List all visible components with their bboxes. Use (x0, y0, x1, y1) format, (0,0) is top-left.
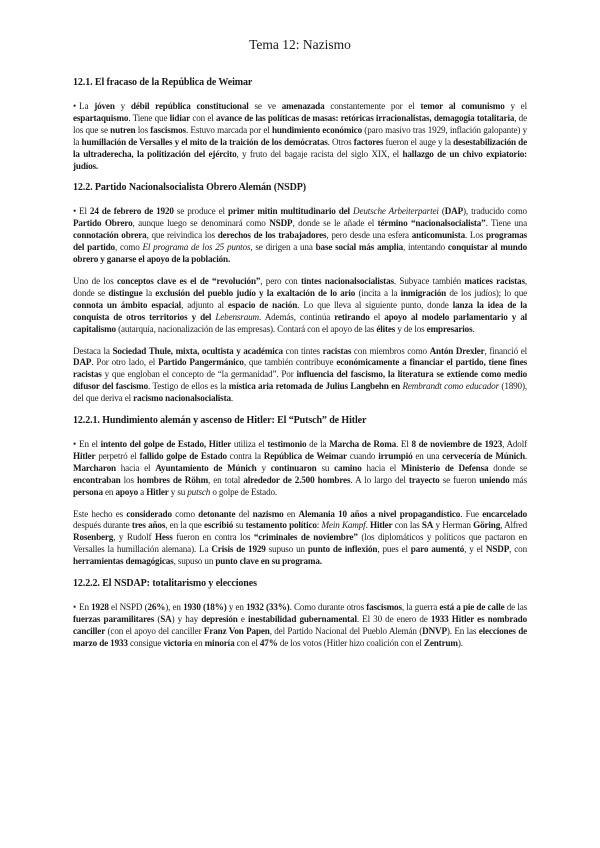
bold-text: encarcelado (482, 508, 527, 519)
text-run: Destaca la (73, 345, 113, 356)
section-heading: 12.2.2. El NSDAP: totalitarismo y elecciones (73, 578, 257, 590)
text-run: del (235, 508, 253, 519)
bold-text: connotación obrera (73, 230, 147, 241)
bold-text: factores (353, 136, 384, 147)
text-run: los (120, 474, 137, 485)
text-run: , pues el (377, 544, 411, 555)
bullet-icon: • (73, 439, 77, 450)
text-run: . Otros (327, 136, 354, 147)
text-run: . Fue (460, 508, 483, 519)
text-run: se produce el (173, 206, 228, 217)
text-run: Uno de los (73, 275, 117, 286)
bullet-icon: • (73, 206, 77, 217)
bold-text: minoría (204, 637, 235, 648)
section-heading: 12.2.1. Hundimiento alemán y ascenso de Hitler: El “Putsch” de Hitler (73, 415, 367, 427)
text-run: (con el apoyo del canciller (105, 625, 204, 636)
text-run: se fueron (439, 474, 480, 485)
bold-text: espacio de nación (227, 299, 298, 310)
bold-text: Hitler (370, 520, 393, 531)
text-run: La (79, 101, 95, 111)
text-run: con tintes (282, 345, 323, 356)
bold-text: empresarios (426, 323, 473, 334)
bold-text: punto clave en su programa. (215, 556, 322, 567)
text-run: consigue (127, 637, 164, 648)
bold-text: anticomunista (411, 230, 466, 241)
text-run: con las (392, 520, 422, 531)
bold-text: económicamente a financiar el partido, tiene fines racistas (73, 357, 528, 380)
text-run: . (365, 520, 371, 531)
text-run: , financió el (484, 345, 527, 356)
bold-text: 26% (147, 602, 166, 613)
bold-text: Hess (154, 532, 173, 543)
text-run: y (114, 101, 131, 111)
bold-text: depresión (201, 614, 238, 624)
text-run: ( (438, 206, 445, 217)
text-run: , donde se le añade el (292, 218, 378, 229)
bold-text: Hitler (146, 486, 169, 497)
text-run: el NSPD ( (108, 602, 148, 613)
bold-text: NSDP (269, 218, 293, 229)
text-run: hacia el (361, 462, 401, 473)
bold-text: República de Weimar (263, 450, 347, 461)
text-run: con miembros como (351, 345, 430, 356)
bold-text: base social más amplia (315, 242, 403, 253)
italic-text: Lebensraum (215, 311, 259, 322)
text-run: , pero con (260, 275, 301, 286)
bold-text: apoyo (115, 486, 139, 497)
text-run: . Los (465, 230, 486, 241)
bold-text: hombres de Röhm (136, 474, 209, 485)
paragraph (73, 509, 527, 569)
bold-text: conquistar al mundo obrero y ganarse el apoyo de la población. (73, 242, 527, 265)
text-run: En (79, 602, 92, 613)
bold-text: DAP (444, 206, 464, 217)
bold-text: testamento político (245, 520, 317, 531)
bold-text: cervecería de Múnich (442, 450, 525, 461)
bold-text: humillación de Versalles y el mito de la traición de los demócratas (81, 136, 328, 147)
bold-text: victoria (163, 637, 193, 648)
bullet-icon: • (73, 101, 77, 111)
bold-text: exclusión del pueblo judío y la exaltación de lo ario (155, 287, 356, 298)
text-run: , como (114, 242, 143, 253)
bold-text: considerado (126, 508, 172, 519)
text-run: . El (396, 439, 412, 450)
italic-text: Deutsche Arbeiterpartei (349, 206, 439, 217)
bold-text: encontraban (73, 474, 121, 485)
bold-text: conceptos clave es el de “revolución” (116, 275, 261, 286)
text-run: , y fruto del bagaje racista del siglo XIX, el (236, 148, 403, 159)
paragraph (73, 346, 527, 406)
bold-text: DNVP (422, 625, 447, 636)
bold-text: Alemania 10 años a nivel propagandístico (298, 508, 461, 519)
bold-text: 1932 (33%) (246, 602, 290, 613)
text-run: la (142, 287, 156, 298)
bold-text: Zentrum (423, 637, 458, 648)
bold-text: continuaron (270, 462, 317, 473)
bullet-icon: • (73, 602, 77, 613)
bold-text: inestabilidad gubernamental (248, 614, 357, 624)
document-title: Tema 12: Nazismo (249, 37, 351, 52)
italic-text: Rembrandt como educador (400, 381, 499, 392)
section-heading: 12.2. Partido Nacionalsocialista Obrero Alemán (NSDP) (73, 182, 306, 194)
text-run: después durante (73, 520, 132, 531)
text-run: (los diplomáticos y políticos que pactaron en Versalles la humillación alemana). La (73, 532, 527, 555)
bold-text: Marcha de Roma (329, 439, 397, 450)
bold-text: mística aria retomada de Julius Langbehn en (228, 381, 400, 392)
bold-text: avance de las políticas de masas: retóricas irracionalistas, demagogia totalitaria (215, 112, 515, 123)
bold-text: 8 de noviembre de 1923 (411, 439, 503, 450)
bold-text: 24 de febrero de 1920 (89, 206, 174, 217)
bold-text: Hitler (73, 450, 96, 461)
text-run: . El 30 de enero de (356, 614, 431, 624)
text-run: (1890), del que deriva el (73, 381, 527, 404)
text-run: , pero desde una esfera (326, 230, 412, 241)
text-run: . A lo largo del (350, 474, 409, 485)
text-run: y su (168, 486, 188, 497)
bold-text: herramientas demagógicas (73, 556, 174, 567)
bold-text: punto de inflexión (307, 544, 378, 555)
text-run: en una (412, 450, 443, 461)
bold-text: Göring (473, 520, 501, 531)
text-run: en (102, 486, 116, 497)
text-run: más (509, 474, 527, 485)
bold-text: distingue (108, 287, 143, 298)
text-run: ( (154, 614, 161, 624)
bold-text: Franz Von Papen (203, 625, 270, 636)
text-run: , que también contribuye (243, 357, 337, 368)
text-run: . Testigo de ellos es la (148, 381, 229, 392)
text-run: los (135, 124, 151, 135)
bold-text: Ministerio de Defensa (400, 462, 489, 473)
text-run: . Lo que lleva al siguiente punto, donde (297, 299, 453, 310)
bold-text: derechos de los trabajadores (217, 230, 327, 241)
bold-text: matices racistas (464, 275, 525, 286)
text-run: supuso un (265, 544, 308, 555)
bold-text: racismo nacionalsocialista (133, 393, 231, 404)
text-run: e (237, 614, 249, 624)
bold-text: SA (421, 520, 434, 531)
bold-text: Crisis de 1929 (211, 544, 266, 555)
text-run: o golpe de Estado. (210, 486, 278, 497)
text-run: . Tiene una (485, 218, 527, 229)
bold-text: 1930 (18%) (183, 602, 227, 613)
bold-text: alrededor de 2.500 hombres (243, 474, 351, 485)
bold-text: Sociedad Thule, mixta, ocultista y académica (112, 345, 283, 356)
text-run: ), traducido como (463, 206, 527, 217)
text-run: ). En las (446, 625, 479, 636)
bold-text: apoyo al modelo parlamentario y al capitalismo (73, 311, 527, 334)
bold-text: elecciones de marzo de 1933 (73, 625, 528, 648)
text-run: , con (509, 544, 527, 555)
bold-text: nutren (110, 124, 136, 135)
text-run: Este hecho es (73, 508, 127, 519)
text-run: , del Partido Nacional del Pueblo Alemán ( (269, 625, 423, 636)
text-run: y de los (395, 323, 427, 334)
text-run: donde se (488, 462, 527, 473)
bold-text: desestabilización de la ultraderecha, la politización del ejército (73, 136, 527, 159)
bold-text: fascismos (366, 602, 402, 613)
text-run: cuando (346, 450, 379, 461)
text-run: . (230, 393, 234, 404)
bold-text: término “nacionalsocialista” (377, 218, 486, 229)
bold-text: hallazgo de un chivo expiatorio: judíos. (73, 148, 528, 171)
text-run: , Alfred (500, 520, 527, 531)
text-run: (incita a la (355, 287, 401, 298)
text-run: su (233, 520, 246, 531)
italic-text: putsch (187, 486, 211, 497)
bold-text: primer mitin multitudinario del (228, 206, 350, 217)
text-run: . Además, continúa (258, 311, 335, 322)
text-run: , y Rudolf (113, 532, 155, 543)
paragraph (73, 276, 527, 336)
text-run: , de los que se (73, 112, 527, 135)
bold-text: fascismos (150, 124, 186, 135)
italic-text: El programa de los 25 puntos (142, 242, 251, 253)
bold-text: Antón Drexler (429, 345, 485, 356)
text-run: (paro masivo tras 1929, inflación galopante) y la (73, 124, 527, 147)
text-run: y Herman (433, 520, 474, 531)
text-run: , supuso un (173, 556, 216, 567)
paragraph (73, 206, 527, 266)
bold-text: nazismo (252, 508, 284, 519)
text-run: . Subyace también (393, 275, 465, 286)
bold-text: débil república constitucional (130, 101, 249, 111)
bold-text: influencia del fascismo, la literatura se extiende como medio difusor del fascismo (73, 369, 528, 392)
bold-text: persona (73, 486, 103, 497)
text-run: . Como durante otros (289, 602, 367, 613)
bold-text: tintes nacionalsocialistas (300, 275, 394, 286)
bold-text: Ayuntamiento de Múnich (155, 462, 257, 473)
paragraph (73, 439, 527, 499)
text-run: , la guerra (401, 602, 440, 613)
text-run: . Estuvo marcada por el (185, 124, 272, 135)
bold-text: 47% (259, 637, 278, 648)
text-run: (autarquía, nacionalización de las empresas). Contará con el apoyo de las (115, 323, 377, 334)
text-run: de los votos (Hitler hizo coalición con el (277, 637, 424, 648)
bold-text: amenazada (281, 101, 325, 111)
text-run: constantemente por el (324, 101, 421, 111)
bold-text: élites (376, 323, 396, 334)
bold-text: trayecto (408, 474, 440, 485)
text-run: fueron en contra los (172, 532, 254, 543)
bold-text: hundimiento económico (271, 124, 362, 135)
text-run: , donde se (73, 275, 528, 298)
text-run: en (283, 508, 299, 519)
text-run: a (138, 486, 147, 497)
section-heading: 12.1. El fracaso de la República de Weimar (73, 77, 253, 88)
text-run: su (316, 462, 335, 473)
text-run: se ve (248, 101, 282, 111)
bold-text: escribió (203, 520, 234, 531)
bold-text: lidiar (169, 112, 191, 123)
bold-text: lanza la idea de la conquista de otros territorios y del (73, 299, 527, 322)
paragraph (73, 101, 527, 172)
text-run: , adjunto al (181, 299, 228, 310)
bold-text: programas del partido (73, 230, 528, 253)
text-run: de los judíos); lo que (446, 287, 528, 298)
text-run: El (79, 206, 90, 217)
text-run: ). (457, 637, 463, 648)
bold-text: jóven (94, 101, 115, 111)
text-run: el (369, 311, 385, 322)
bold-text: intento del golpe de Estado, Hitler (100, 439, 232, 450)
text-run: , que reivindica los (146, 230, 218, 241)
text-run: , Adolf (502, 439, 527, 450)
bold-text: DAP (73, 357, 92, 368)
text-run: , aunque luego se denominará como (132, 218, 270, 229)
bold-text: Partido Obrero (73, 218, 133, 229)
bold-text: irrumpió (378, 450, 413, 461)
text-run: hacia el (115, 462, 156, 473)
text-run: , intentando (403, 242, 448, 253)
bold-text: inmigración (400, 287, 447, 298)
text-run: . (472, 323, 475, 334)
text-run: . Por otro lado, el (91, 357, 159, 368)
text-run: como (171, 508, 199, 519)
bold-text: testimonio (267, 439, 307, 450)
bold-text: detonante (198, 508, 236, 519)
text-run: : (316, 520, 322, 531)
text-run: contra la (226, 450, 264, 461)
bold-text: “criminales de noviembre” (253, 532, 358, 543)
text-run: , y el (464, 544, 486, 555)
bold-text: Marcharon (73, 462, 116, 473)
text-run: y en (226, 602, 247, 613)
bold-text: retirando (334, 311, 370, 322)
text-run: y (256, 462, 271, 473)
text-run: , se dirigen a una (250, 242, 316, 253)
bold-text: paro aumentó (410, 544, 465, 555)
bold-text: uniendo (479, 474, 510, 485)
text-run: de las (504, 602, 527, 613)
bold-text: connota un ámbito espacial (73, 299, 182, 310)
text-run: con el (190, 112, 216, 123)
bold-text: espartaquismo (73, 112, 129, 123)
text-run: de la (306, 439, 330, 450)
bold-text: temor al comunismo (420, 101, 505, 111)
text-run: perpetró el (95, 450, 140, 461)
text-run: En el (79, 439, 101, 450)
bold-text: camino (334, 462, 362, 473)
text-run: con el (234, 637, 260, 648)
text-run: en (192, 637, 205, 648)
text-run: y el (504, 101, 527, 111)
bold-text: fallido golpe de Estado (139, 450, 227, 461)
paragraph (73, 602, 527, 650)
text-run: , en la que (165, 520, 204, 531)
bold-text: está a pie de calle (439, 602, 505, 613)
text-run: fueron el auge y la (383, 136, 454, 147)
text-run: ), en (165, 602, 184, 613)
bold-text: Rosenberg (73, 532, 114, 543)
text-run: . (524, 450, 528, 461)
bold-text: SA (160, 614, 172, 624)
bold-text: Partido Pangermánico (158, 357, 244, 368)
italic-text: Mein Kampf (321, 520, 366, 531)
bold-text: fuerzas paramilitares (73, 614, 155, 624)
text-run: . Tiene que (128, 112, 170, 123)
bold-text: racistas (322, 345, 352, 356)
bold-text: NSDP (485, 544, 510, 555)
text-run: , en total (208, 474, 244, 485)
bold-text: 1928 (91, 602, 109, 613)
text-run: utiliza el (231, 439, 268, 450)
text-run: ) y hay (171, 614, 202, 624)
bold-text: tres años (131, 520, 166, 531)
text-run: y que engloban el concepto de “la germanidad”. Por (101, 369, 297, 380)
bold-text: 1933 Hitler es nombrado canciller (73, 614, 528, 636)
